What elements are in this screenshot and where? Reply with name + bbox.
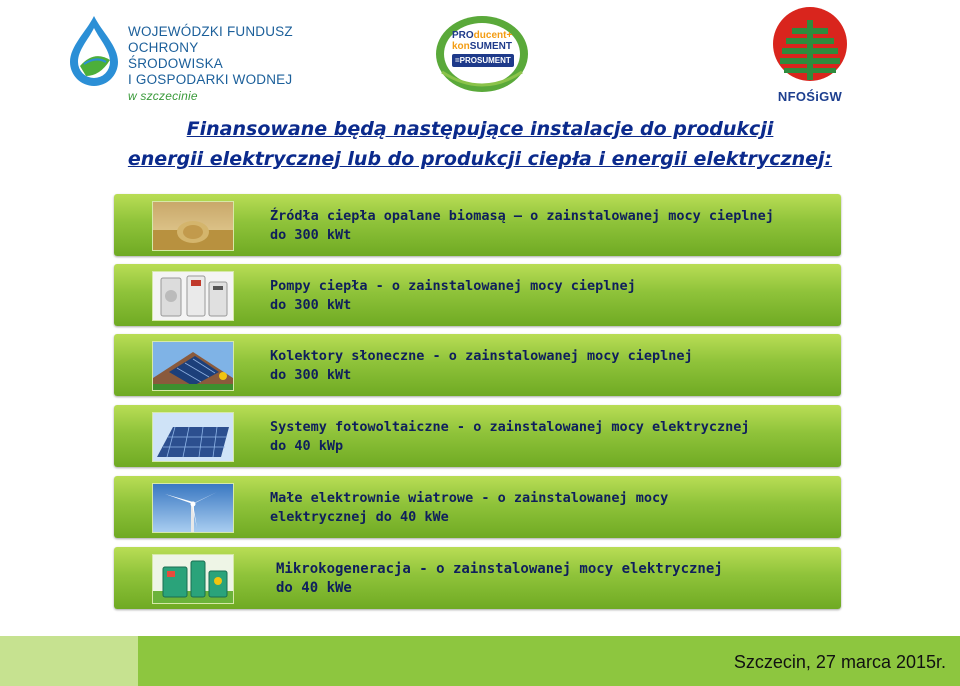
- photovoltaic-panel-icon: [152, 412, 234, 462]
- wfos-line1: WOJEWÓDZKI FUNDUSZ: [128, 24, 293, 39]
- list-item-text: [270, 207, 835, 245]
- footer-date: Szczecin, 27 marca 2015r.: [733, 652, 946, 672]
- list-item-text: [270, 418, 835, 456]
- list-item-line1: Pompy ciepła - o zainstalowanej mocy cieplnej: [270, 278, 636, 294]
- heat-pump-icon: [152, 271, 234, 321]
- list-item-wind-turbines: [114, 476, 841, 538]
- list-item-text: [270, 347, 835, 385]
- list-item-photovoltaics: [114, 405, 841, 467]
- footer-accent: [0, 636, 138, 686]
- list-item-line2: do 300 kWt: [270, 297, 352, 313]
- prosument-sument: SUMENT: [469, 41, 513, 52]
- nfosigw-label: NFOŚiGW: [777, 89, 843, 104]
- biomass-hay-icon: [152, 201, 234, 251]
- list-item-line1: Mikrokogeneracja - o zainstalowanej mocy elektrycznej: [276, 561, 723, 577]
- list-item-text: [270, 489, 835, 527]
- list-item-micro-cogeneration: [114, 547, 841, 609]
- wfos-line2: OCHRONY ŚRODOWISKA: [128, 40, 224, 71]
- list-item-line1: Źródła ciepła opalane biomasą – o zainstalowanej mocy cieplnej: [270, 208, 774, 224]
- footer-bar: [0, 636, 960, 686]
- list-item-line2: do 40 kWp: [270, 438, 344, 454]
- cogeneration-unit-icon: [152, 554, 234, 604]
- list-item-biomass: [114, 194, 841, 256]
- prosument-badge: =PROSUMENT: [452, 54, 514, 67]
- nfosigw-logo: [770, 6, 850, 106]
- wind-turbine-icon: [152, 483, 234, 533]
- list-item-line2: elektrycznej do 40 kWe: [270, 509, 449, 525]
- list-item-line2: do 300 kWt: [270, 227, 352, 243]
- prosument-pro: PRO: [452, 30, 474, 41]
- page-title-line1: Finansowane będą następujące instalacje do produkcji: [186, 118, 774, 140]
- prosument-logo: [432, 12, 532, 96]
- wfos-name: [128, 24, 296, 104]
- water-drop-icon: [66, 14, 122, 88]
- list-item-heat-pumps: [114, 264, 841, 326]
- prosument-text: [452, 30, 514, 67]
- list-item-solar-collectors: [114, 334, 841, 396]
- prosument-kon: kon: [452, 41, 470, 52]
- list-item-text: [270, 277, 835, 315]
- list-item-line1: Kolektory słoneczne - o zainstalowanej mocy cieplnej: [270, 348, 693, 364]
- list-item-text: [276, 560, 841, 598]
- nfosigw-tree-icon: [770, 6, 850, 88]
- prosument-ducent: ducent+: [473, 30, 513, 41]
- list-item-line2: do 40 kWe: [276, 580, 352, 596]
- wfos-logo: [66, 14, 296, 103]
- wfos-line3: I GOSPODARKI WODNEJ: [128, 72, 293, 87]
- list-item-line1: Systemy fotowoltaiczne - o zainstalowanej mocy elektrycznej: [270, 419, 750, 435]
- solar-collector-icon: [152, 341, 234, 391]
- page-title-line2: energii elektrycznej lub do produkcji ciepła i energii elektrycznej:: [127, 148, 833, 170]
- list-item-line2: do 300 kWt: [270, 367, 352, 383]
- wfos-city: w szczecinie: [128, 89, 198, 103]
- list-item-line1: Małe elektrownie wiatrowe - o zainstalowanej mocy: [270, 490, 669, 506]
